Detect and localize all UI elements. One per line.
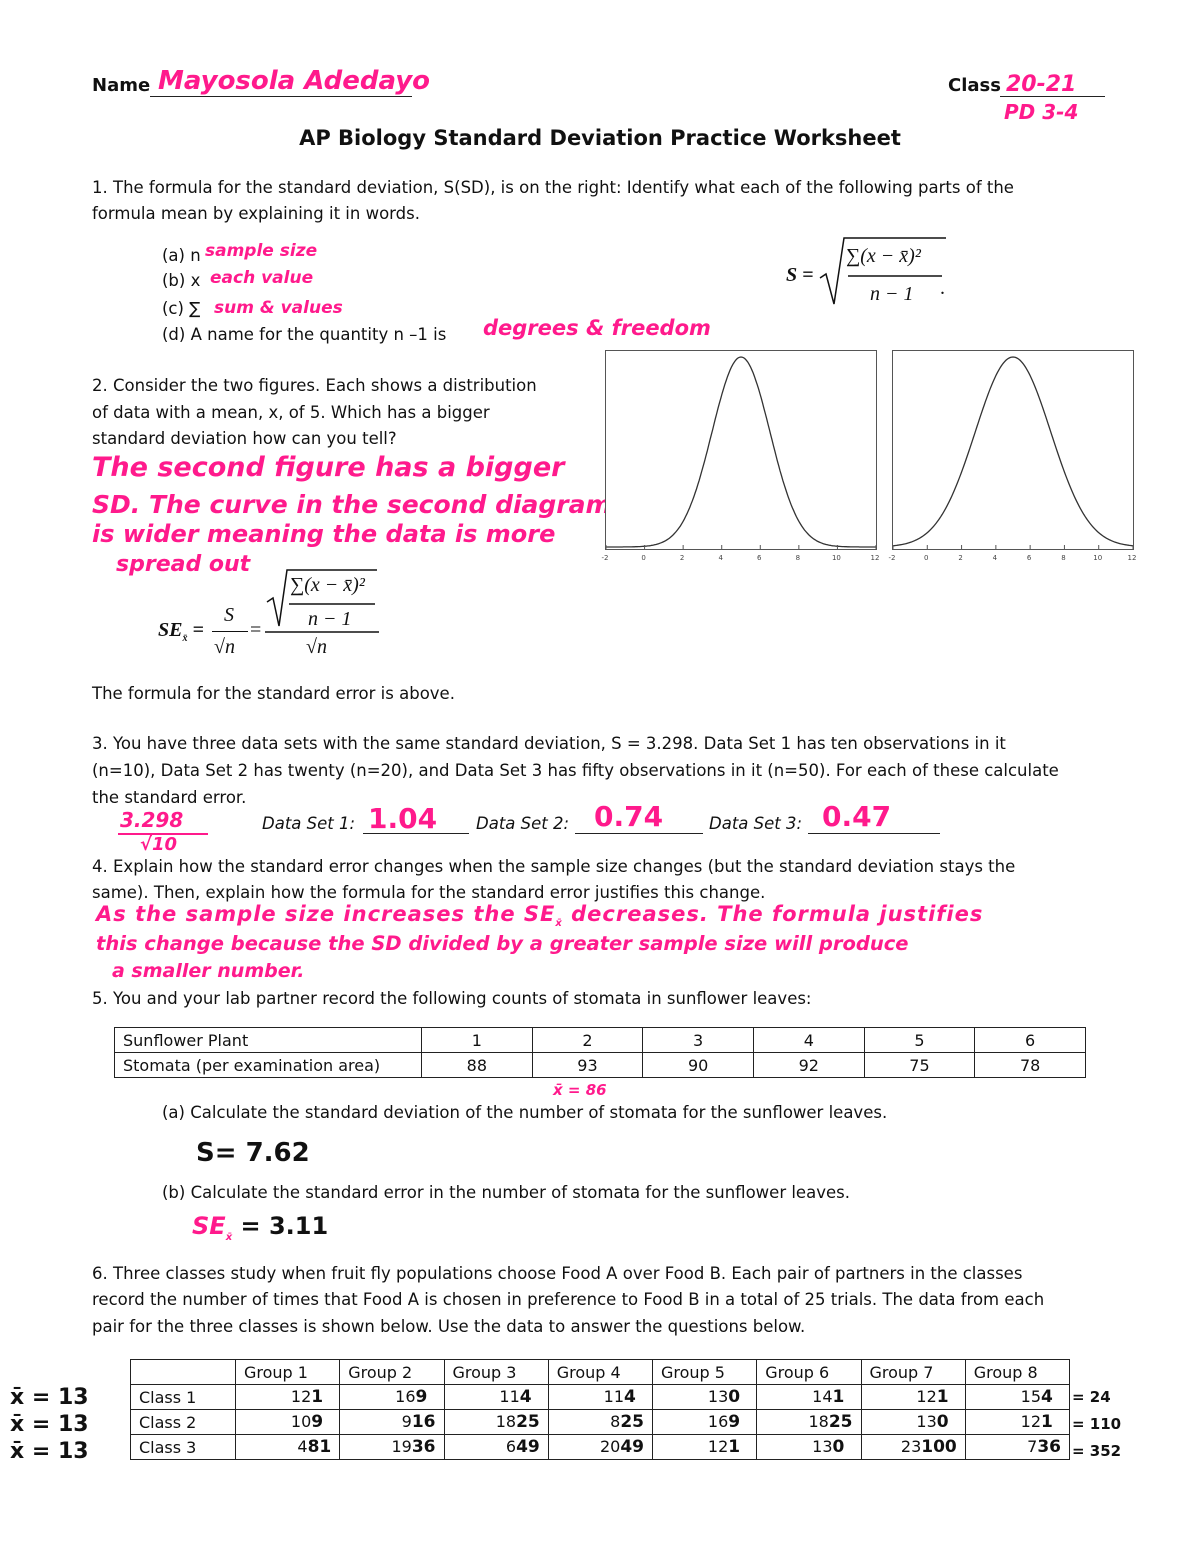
plant-cell-5: 5 <box>864 1028 975 1053</box>
class-total-notes <box>1072 1384 1121 1465</box>
cell-handwritten-note: 0 <box>832 1437 845 1457</box>
cell-value: 12 <box>916 1387 937 1406</box>
ds1-answer: 1.04 <box>368 802 438 835</box>
cell-value: 16 <box>707 1412 729 1431</box>
q4-line-2: same). Then, explain how the formula for the standard error justifies this change. <box>92 883 766 902</box>
cell-handwritten-note: 16 <box>411 1412 436 1432</box>
cell-value: 16 <box>395 1387 416 1406</box>
q3-work-denominator: √10 <box>140 834 178 855</box>
table-cell <box>861 1385 965 1410</box>
q6-line-2: record the number of times that Food A is chosen in preference to Food B in a total of 25 trials. The data from each <box>92 1290 1045 1309</box>
q5-text: You and your lab partner record the following counts of stomata in sunflower leaves: <box>113 989 812 1008</box>
cell-handwritten-note: 1 <box>936 1387 949 1407</box>
cell-value: 12 <box>707 1437 729 1456</box>
table-row <box>115 1053 1086 1078</box>
group-header-7: Group 7 <box>861 1360 965 1385</box>
q2-answer-4: spread out <box>116 552 251 577</box>
group-header-6: Group 6 <box>757 1360 861 1385</box>
x-tick-label: 6 <box>757 554 762 562</box>
x-tick-label: -2 <box>888 554 896 562</box>
cell-value: 20 <box>599 1437 621 1456</box>
class-mean-notes <box>10 1384 89 1465</box>
class-mean-note: x̄ = 13 <box>10 1385 89 1410</box>
se-formula-mid-num: S <box>224 604 234 626</box>
count-cell-6: 78 <box>975 1053 1086 1078</box>
table-cell <box>653 1385 757 1410</box>
cell-value: 14 <box>812 1387 833 1406</box>
q1-a-answer: sample size <box>205 241 318 261</box>
page-title: AP Biology Standard Deviation Practice Worksheet <box>299 126 901 150</box>
cell-handwritten-note: 1 <box>728 1437 741 1457</box>
table-cell <box>340 1385 444 1410</box>
ds2-answer: 0.74 <box>594 800 664 833</box>
class-label: Class <box>948 75 1001 96</box>
table-cell <box>965 1385 1069 1410</box>
q2-after-text: The formula for the standard error is above. <box>92 684 455 703</box>
se-formula-right-den: √n <box>306 636 327 658</box>
chart-1-x-ticks <box>598 550 883 564</box>
q5-b-answer-sub: x̄ <box>225 1231 233 1243</box>
group-header-5: Group 5 <box>653 1360 757 1385</box>
q1-d-label: (d) A name for the quantity n –1 is <box>162 325 447 344</box>
class-label: Class 2 <box>131 1410 236 1435</box>
table-row <box>115 1028 1086 1053</box>
q5-b-answer-rhs: = 3.11 <box>240 1212 329 1240</box>
se-formula-lhs: $SE_{x̄}$ = <box>158 619 204 644</box>
cell-handwritten-note: 25 <box>828 1412 853 1432</box>
q4-answer-3: a smaller number. <box>112 960 305 982</box>
cell-handwritten-note: 9 <box>311 1412 324 1432</box>
table-row <box>131 1385 1070 1410</box>
se-formula-mid-den: √n <box>214 636 235 658</box>
cell-handwritten-note: 0 <box>728 1387 741 1407</box>
table-row <box>131 1360 1070 1385</box>
cell-value: 10 <box>290 1412 312 1431</box>
q2-answer-3: is wider meaning the data is more <box>92 520 556 548</box>
stomata-row2-label: Stomata (per examination area) <box>115 1053 422 1078</box>
cell-handwritten-note: 4 <box>1041 1387 1053 1407</box>
q2-line-3: standard deviation how can you tell? <box>92 429 397 448</box>
distribution-curve <box>893 357 1133 546</box>
cell-handwritten-note: 9 <box>415 1387 428 1407</box>
cell-handwritten-note: 36 <box>1037 1437 1061 1457</box>
sd-formula-lhs: S = <box>786 264 814 286</box>
distribution-chart-narrow <box>605 350 877 550</box>
x-tick-label: 4 <box>718 554 723 562</box>
stomata-row1-label: Sunflower Plant <box>115 1028 422 1053</box>
ds3-answer: 0.47 <box>822 800 892 833</box>
x-tick-label: 2 <box>958 554 963 562</box>
group-header-2: Group 2 <box>340 1360 444 1385</box>
cell-value: 18 <box>808 1412 829 1431</box>
table-cell <box>444 1385 548 1410</box>
cell-handwritten-note: 81 <box>307 1437 332 1457</box>
q2-answer-2: SD. The curve in the second diagram <box>92 490 612 519</box>
q3-line-3: the standard error. <box>92 788 247 807</box>
stomata-table <box>114 1027 1086 1078</box>
cell-handwritten-note: 4 <box>519 1387 532 1407</box>
q1-a-label: (a) n <box>162 246 201 265</box>
cell-handwritten-note: 9 <box>728 1412 741 1432</box>
sd-formula-numerator: ∑(x − x̄)² <box>846 245 921 267</box>
table-cell <box>444 1435 548 1460</box>
cell-handwritten-note: 25 <box>620 1412 644 1432</box>
class-label: Class 3 <box>131 1435 236 1460</box>
table-cell <box>861 1435 965 1460</box>
corner-cell <box>131 1360 236 1385</box>
q1-b-answer: each value <box>210 268 314 288</box>
x-tick-label: 0 <box>924 554 929 562</box>
table-cell <box>548 1385 652 1410</box>
table-row <box>131 1410 1070 1435</box>
q6-number: 6. <box>92 1264 108 1283</box>
chart-2-x-ticks <box>885 550 1140 564</box>
q5-mean-note: x̄ = 86 <box>553 1081 607 1099</box>
q5-a-text: (a) Calculate the standard deviation of the number of stomata for the sunflower leaves. <box>162 1103 888 1122</box>
se-formula-right-mid: n − 1 <box>308 608 352 630</box>
x-tick-label: 8 <box>795 554 801 562</box>
fruit-fly-table <box>130 1359 1070 1460</box>
sd-formula-denominator: n − 1 <box>870 283 914 305</box>
x-tick-label: 12 <box>870 554 880 562</box>
plant-cell-2: 2 <box>532 1028 643 1053</box>
count-cell-2: 93 <box>532 1053 643 1078</box>
table-row <box>131 1435 1070 1460</box>
table-cell <box>757 1385 861 1410</box>
cell-value: 19 <box>391 1437 412 1456</box>
q4-line-1: Explain how the standard error changes when the sample size changes (but the standard deviation stays the <box>113 857 1016 876</box>
q5-b-text: (b) Calculate the standard error in the number of stomata for the sunflower leaves. <box>162 1183 850 1202</box>
q2-answer-1: The second figure has a bigger <box>92 452 565 483</box>
cell-value: 6 <box>505 1437 517 1456</box>
x-tick-label: 6 <box>1026 554 1032 562</box>
cell-value: 11 <box>499 1387 520 1406</box>
se-formula-lhs-sub: x̄ <box>182 633 188 644</box>
ds2-label: Data Set 2: <box>476 814 570 833</box>
table-cell <box>236 1410 340 1435</box>
group-header-3: Group 3 <box>444 1360 548 1385</box>
class-total-note: = 24 <box>1072 1388 1111 1406</box>
table-cell <box>236 1435 340 1460</box>
student-name: Mayosola Adedayo <box>158 66 431 96</box>
cell-handwritten-note: 1 <box>311 1387 324 1407</box>
q3-work-numerator: 3.298 <box>120 808 184 832</box>
class-label: Class 1 <box>131 1385 236 1410</box>
q1-text-2: formula mean by explaining it in words. <box>92 204 420 223</box>
sd-formula-period: . <box>940 277 945 299</box>
cell-value: 9 <box>401 1412 412 1431</box>
table-cell <box>548 1410 652 1435</box>
x-tick-label: 4 <box>992 554 998 562</box>
plant-cell-6: 6 <box>975 1028 1086 1053</box>
q3-number: 3. <box>92 734 108 753</box>
cell-value: 15 <box>1020 1387 1041 1406</box>
q2-line-2: of data with a mean, x, of 5. Which has a bigger <box>92 403 490 422</box>
distribution-curve <box>606 357 876 547</box>
cell-handwritten-note: 100 <box>921 1437 957 1457</box>
class-mean-note: x̄ = 13 <box>10 1439 89 1464</box>
group-header-4: Group 4 <box>548 1360 652 1385</box>
q1-text-1: The formula for the standard deviation, S(SD), is on the right: Identify what each of the following parts of the <box>113 178 1014 197</box>
cell-value: 23 <box>900 1437 922 1456</box>
group-header-8: Group 8 <box>965 1360 1069 1385</box>
q6-line-3: pair for the three classes is shown below. Use the data to answer the questions below. <box>92 1317 806 1336</box>
se-formula-right-num: ∑(x − x̄)² <box>290 574 365 596</box>
cell-value: 11 <box>603 1387 624 1406</box>
ds3-underline <box>808 833 940 834</box>
cell-handwritten-note: 1 <box>1041 1412 1053 1432</box>
table-cell <box>861 1410 965 1435</box>
ds2-underline <box>575 833 703 834</box>
cell-handwritten-note: 4 <box>624 1387 636 1407</box>
cell-value: 13 <box>812 1437 833 1456</box>
cell-value: 12 <box>1020 1412 1041 1431</box>
q4-answer-1: As the sample size increases the $SE_{x̄}$ decreases. The formula justifies <box>96 902 984 930</box>
q4-answer-1-sub: x̄ <box>555 918 563 930</box>
q1-number: 1. <box>92 178 108 197</box>
class-value-1: 20-21 <box>1006 72 1077 97</box>
cell-value: 13 <box>707 1387 729 1406</box>
q1-d-answer: degrees & freedom <box>483 316 711 340</box>
table-cell <box>653 1435 757 1460</box>
count-cell-1: 88 <box>422 1053 533 1078</box>
q4-answer-2: this change because the SD divided by a greater sample size will produce <box>96 932 909 955</box>
q2-line-1: Consider the two figures. Each shows a distribution <box>113 376 537 395</box>
table-cell <box>965 1435 1069 1460</box>
count-cell-4: 92 <box>753 1053 864 1078</box>
table-cell <box>757 1410 861 1435</box>
name-label: Name <box>92 75 151 96</box>
q6-line-1: Three classes study when fruit fly populations choose Food A over Food B. Each pair of partners in the classes <box>113 1264 1023 1283</box>
x-tick-label: 12 <box>1127 554 1137 562</box>
cell-value: 8 <box>610 1412 621 1431</box>
class-total-note: = 110 <box>1072 1415 1122 1433</box>
q5-a-answer: S= 7.62 <box>196 1138 310 1168</box>
se-formula-mid-bar <box>212 631 248 632</box>
table-cell <box>340 1435 444 1460</box>
q1-c-answer: sum & values <box>214 298 343 318</box>
class-value-2: PD 3-4 <box>1004 100 1079 124</box>
cell-handwritten-note: 49 <box>620 1437 644 1457</box>
cell-value: 12 <box>290 1387 312 1406</box>
plant-cell-3: 3 <box>643 1028 754 1053</box>
q3-line-1: You have three data sets with the same standard deviation, S = 3.298. Data Set 1 has ten observations in it <box>113 734 1006 753</box>
cell-value: 7 <box>1027 1437 1038 1456</box>
plant-cell-4: 4 <box>753 1028 864 1053</box>
q4-number: 4. <box>92 857 108 876</box>
class-mean-note: x̄ = 13 <box>10 1412 89 1437</box>
count-cell-3: 90 <box>643 1053 754 1078</box>
x-tick-label: 2 <box>679 554 685 562</box>
table-cell <box>444 1410 548 1435</box>
table-cell <box>757 1435 861 1460</box>
q5-b-answer-lhs: SE <box>192 1212 226 1240</box>
ds3-label: Data Set 3: <box>709 814 803 833</box>
x-tick-label: 10 <box>831 554 841 562</box>
x-tick-label: 0 <box>641 554 646 562</box>
cell-handwritten-note: 36 <box>411 1437 436 1457</box>
q1-c-label: (c) ∑ <box>162 299 201 318</box>
cell-value: 18 <box>495 1412 517 1431</box>
ds1-label: Data Set 1: <box>262 814 356 833</box>
table-cell <box>340 1410 444 1435</box>
group-header-1: Group 1 <box>236 1360 340 1385</box>
se-formula-equals: = <box>250 619 262 641</box>
x-tick-label: 10 <box>1093 554 1103 562</box>
cell-value: 13 <box>916 1412 937 1431</box>
q3-line-2: (n=10), Data Set 2 has twenty (n=20), and Data Set 3 has fifty observations in it (n=50). For each of these calculate <box>92 761 1059 780</box>
class-total-note: = 352 <box>1072 1442 1122 1460</box>
table-cell <box>965 1410 1069 1435</box>
distribution-chart-wide <box>892 350 1134 550</box>
x-tick-label: 8 <box>1061 554 1066 562</box>
q5-number: 5. <box>92 989 108 1008</box>
table-cell <box>236 1385 340 1410</box>
x-tick-label: -2 <box>601 554 609 562</box>
cell-value: 4 <box>297 1437 308 1456</box>
q5-b-answer <box>192 1212 328 1243</box>
q2-number: 2. <box>92 376 108 395</box>
name-underline <box>150 96 412 97</box>
cell-handwritten-note: 1 <box>832 1387 845 1407</box>
table-cell <box>548 1435 652 1460</box>
table-cell <box>653 1410 757 1435</box>
q1-b-label: (b) x <box>162 271 201 290</box>
cell-handwritten-note: 0 <box>936 1412 949 1432</box>
plant-cell-1: 1 <box>422 1028 533 1053</box>
cell-handwritten-note: 25 <box>516 1412 540 1432</box>
cell-handwritten-note: 49 <box>516 1437 540 1457</box>
count-cell-5: 75 <box>864 1053 975 1078</box>
